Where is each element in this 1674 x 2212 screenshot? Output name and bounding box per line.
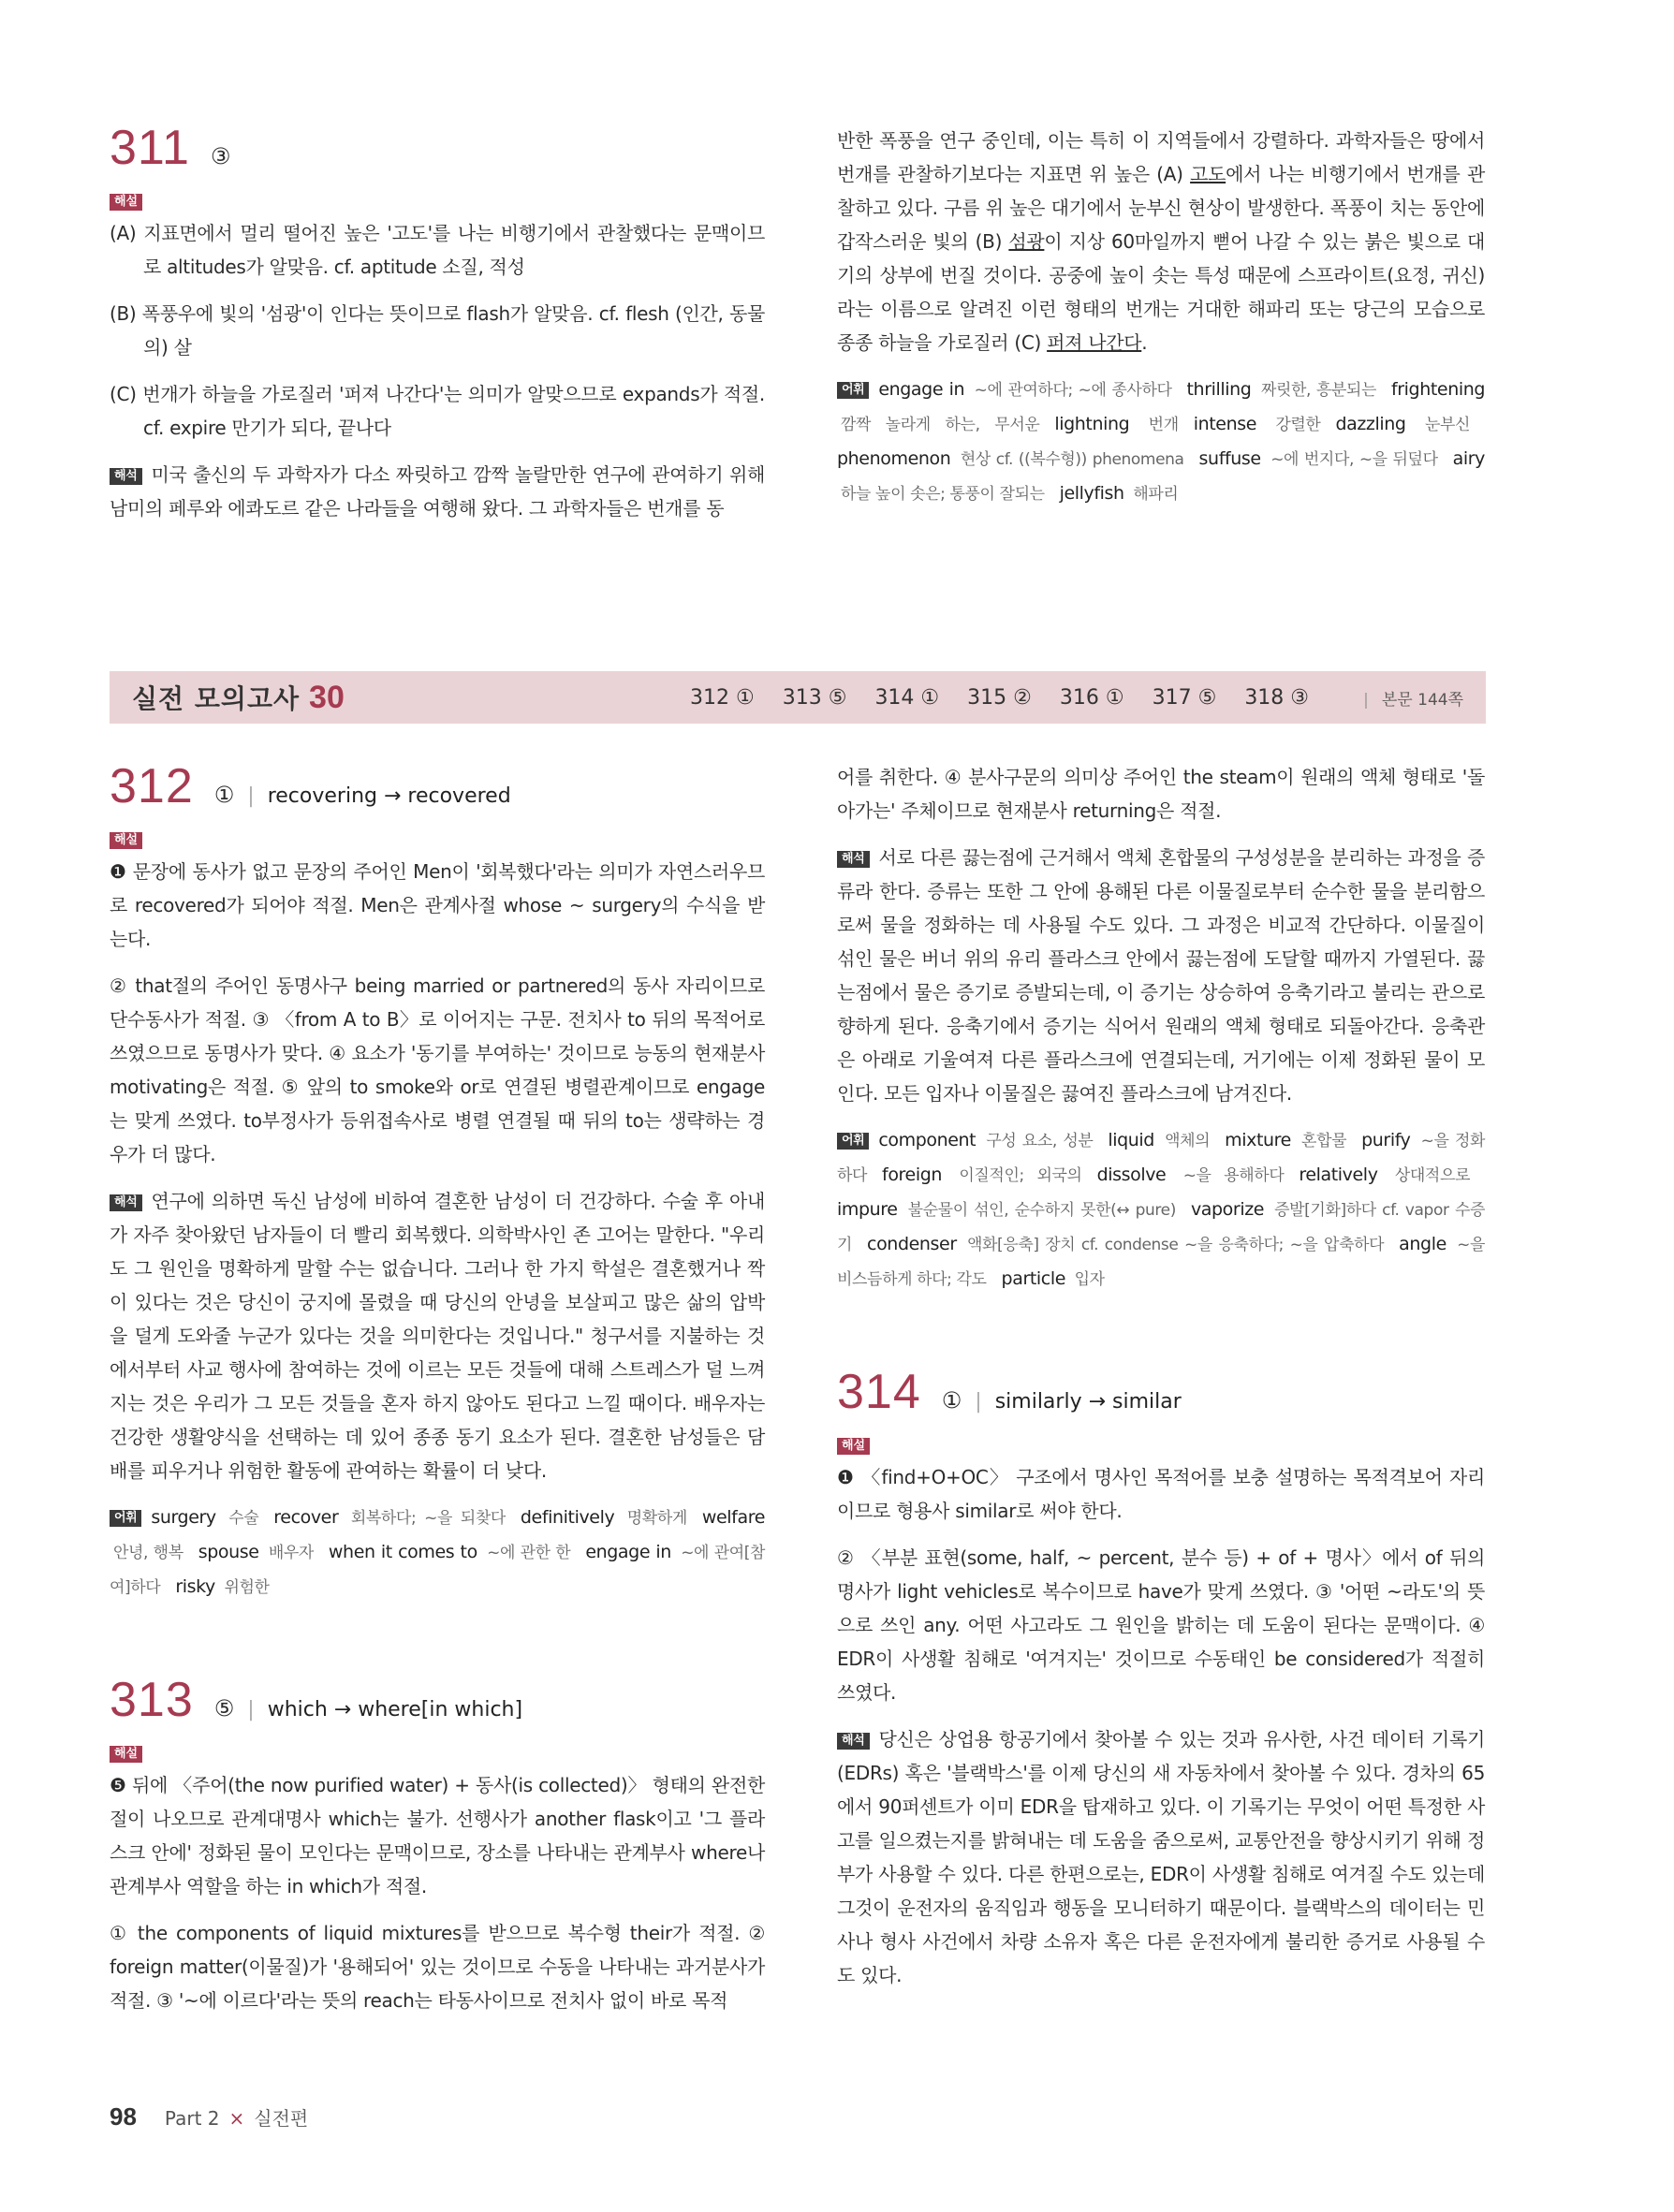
q311-translation-cont: 반한 폭풍을 연구 중인데, 이는 특히 이 지역들에서 강렬하다. 과학자들은 땅에서 번개를 관찰하기보다는 지표면 위 높은 (A) 고도에서 나는 비행기에서 번개를 관찰하고 있다. 구름 위 높은 대기에서 눈부신 현상이 발생한다. 폭풍이 치는 동안에 갑작스러운 빛의 (B) 섬광이 지상 60마일까지 뻗어 나갈 수 있는 붉은 빛으로 대기의 상부에 번질 것이다. 공중에 높이 솟는 특성 때문에 스프라이트(요정, 귀신)라는 이름으로 알려진 이런 형태의 번개는 거대한 해파리 또는 당근의 모습으로 종종 하늘을 가로질러 (C) 퍼져 나간다. <box>837 129 1485 354</box>
separator: × <box>228 2107 245 2130</box>
vocab-meaning: 불순물이 섞인, 순수하지 못한(↔ pure) <box>907 1201 1176 1220</box>
question-number: 314 <box>837 1365 921 1419</box>
question-number: 311 <box>110 121 190 175</box>
q312-vocab <box>110 1501 765 1604</box>
q314-explanation-1: ❶ 〈find+O+OC〉 구조에서 명사인 목적어를 보충 설명하는 목적격보어 자리이므로 형용사 similar로 써야 한다. <box>837 1466 1485 1522</box>
q313-explanation-2-cont: 어를 취한다. ④ 분사구문의 의미상 주어인 the steam이 원래의 액체 형태로 '돌아가는' 주체이므로 현재분사 returning은 적절. <box>837 766 1485 822</box>
vocab-meaning: 해파리 <box>1133 485 1179 504</box>
banner-title: 실전 모의고사 <box>132 683 301 714</box>
vocab-meaning: 하늘 높이 솟은; 통풍이 잘되는 <box>841 485 1045 504</box>
vocab-meaning: 위험한 <box>224 1578 270 1597</box>
answer-key-item: 315 ② <box>967 685 1032 710</box>
vocab-meaning: 입자 <box>1074 1270 1105 1289</box>
q311-explanation-a: (A) 지표면에서 멀리 떨어진 높은 '고도'를 나는 비행기에서 관찰했다는 문맥이므로 altitudes가 알맞음. cf. aptitude 소질, 적성 <box>110 222 765 278</box>
question-number: 313 <box>110 1673 194 1727</box>
answer-key-item: 318 ③ <box>1244 685 1310 710</box>
vocab-tag: 어휘 <box>837 1133 869 1150</box>
vocab-term: lightning <box>1054 414 1130 434</box>
vocab-meaning: ~에 관여[참여]하다 <box>110 1544 766 1597</box>
vocab-meaning: 액화[응축] 장치 cf. condense ~을 응축하다; ~을 압축하다 <box>967 1236 1385 1254</box>
translation-tag: 해석 <box>837 851 870 868</box>
q312-explanation-1: ❶ 문장에 동사가 없고 문장의 주어인 Men이 '회복했다'라는 의미가 자연스러우므로 recovered가 되어야 적절. Men은 관계사절 whose ~ surgery의 수식을 받는다. <box>110 860 765 950</box>
vocab-meaning: 현상 cf. ((복수형)) phenomena <box>960 450 1184 469</box>
vocab-meaning: ~을 정화하다 <box>837 1132 1485 1185</box>
vocab-meaning: 혼합물 <box>1301 1132 1347 1150</box>
correction: recovering → recovered <box>267 784 511 808</box>
q313-vocab <box>837 1123 1485 1296</box>
vocab-term: impure <box>837 1199 898 1220</box>
vocab-term: definitively <box>520 1507 615 1528</box>
q312-explanation-2: ② that절의 주어인 동명사구 being married or partnered의 동사 자리이므로 단수동사가 적절. ③ 〈from A to B〉로 이어지는 구문. 전치사 to 뒤의 목적어로 쓰였으므로 동명사가 맞다. ④ 요소가 '동기를 부여하는' 것이므로 능동의 현재분사 motivating은 적절. ⑤ 앞의 to smoke와 or로 연결된 병렬관계이므로 engage는 맞게 쓰였다. to부정사가 등위접속사로 병렬 연결될 때 뒤의 to는 생략하는 경우가 더 많다. <box>110 974 765 1165</box>
vocab-term: angle <box>1399 1234 1446 1254</box>
vocab-meaning: 안녕, 행복 <box>113 1544 184 1562</box>
vocab-meaning: 이질적인; 외국의 <box>959 1166 1082 1185</box>
q311-vocab <box>837 373 1485 511</box>
vocab-term: engage in <box>878 379 965 400</box>
vocab-term: phenomenon <box>837 448 951 469</box>
page-footer <box>110 2102 308 2131</box>
q314-explanation-2: ② 〈부분 표현(some, half, ~ percent, 분수 등) + of + 명사〉에서 of 뒤의 명사가 light vehicles로 복수이므로 have가 맞게 쓰였다. ③ '어떤 ~라도'의 뜻으로 쓰인 any. 어떤 사고라도 그 원인을 밝히는 데 도움이 된다는 문맥이다. ④ EDR이 사생활 침해로 '여겨지는' 것이므로 수동태인 be considered가 적절히 쓰였다. <box>837 1546 1485 1704</box>
page-number: 98 <box>110 2102 137 2131</box>
vocab-term: recover <box>273 1507 339 1528</box>
answer-mark: ① <box>941 1387 962 1414</box>
vocab-meaning: 명확하게 <box>626 1509 687 1528</box>
q311-explanation-c: (C) 번개가 하늘을 가로질러 '퍼져 나간다'는 의미가 알맞으므로 expands가 적절. cf. expire 만기가 되다, 끝나다 <box>110 383 765 439</box>
vocab-meaning: 증발[기화]하다 cf. vapor 수증기 <box>837 1201 1485 1254</box>
vocab-term: risky <box>175 1576 215 1597</box>
banner-number: 30 <box>309 679 345 715</box>
answer-key <box>690 686 1337 710</box>
q313-translation: 해석 서로 다른 끓는점에 근거해서 액체 혼합물의 구성성분을 분리하는 과정을 증류라 한다. 증류는 또한 그 안에 용해된 다른 이물질로부터 순수한 물을 분리함으로써 물을 정화하는 데 사용될 수도 있다. 그 과정은 비교적 간단하다. 이물질이 섞인 물은 버너 위의 유리 플라스크 안에서 끓는점에 도달할 때까지 가열된다. 끓는점에서 물은 증기로 증발되는데, 이 증기는 상승하여 응축기라고 불리는 관으로 향하게 된다. 응축기에서 증기는 식어서 원래의 액체 형태로 되돌아간다. 응축관은 아래로 기울여져 다른 플라스크에 연결되는데, 거기에는 이제 정화된 물이 모인다. 모든 입자나 이물질은 끓여진 플라스크에 남겨진다. <box>837 846 1485 1105</box>
q311-translation: 해석 미국 출신의 두 과학자가 다소 짜릿하고 깜짝 놀랄만한 연구에 관여하기 위해 남미의 페루와 에콰도르 같은 나라들을 여행해 왔다. 그 과학자들은 번개를 동 <box>110 463 765 520</box>
vocab-meaning: 액체의 <box>1165 1132 1211 1150</box>
vocab-term: spouse <box>198 1542 259 1562</box>
vocab-term: engage in <box>585 1542 671 1562</box>
correction: similarly → similar <box>994 1390 1182 1414</box>
vocab-term: dazzling <box>1335 414 1406 434</box>
solution-tag: 해설 <box>110 1746 142 1763</box>
vocab-meaning: 수술 <box>228 1509 259 1528</box>
vocab-term: component <box>878 1130 976 1150</box>
q312-header: 312 ① | recovering → recovered <box>110 759 511 813</box>
solution-tag: 해설 <box>110 194 142 211</box>
vocab-meaning: 배우자 <box>268 1544 314 1562</box>
vocab-meaning: 강렬한 <box>1275 416 1321 434</box>
vocab-term: particle <box>1001 1268 1066 1289</box>
correction: which → where[in which] <box>267 1698 523 1721</box>
q312-section <box>110 760 765 2030</box>
answer-key-item: 312 ① <box>690 685 755 710</box>
page-reference: | 본문 144쪽 <box>1363 690 1463 710</box>
vocab-tag: 어휘 <box>110 1510 141 1527</box>
answer-mark: ③ <box>210 143 231 169</box>
vocab-meaning: ~에 관한 한 <box>487 1544 571 1562</box>
vocab-term: welfare <box>701 1507 765 1528</box>
q311-left <box>110 122 765 538</box>
vocab-term: purify <box>1361 1130 1411 1150</box>
q313-explanation-2: ① the components of liquid mixtures를 받으므로 복수형 their가 적절. ② foreign matter(이물질)가 '용해되어' 있는 것이므로 수동을 나타내는 과거분사가 적절. ③ '~에 이르다'라는 뜻의 reach는 타동사이므로 전치사 없이 바로 목적 <box>110 1922 765 2012</box>
vocab-meaning: 깜짝 놀라게 하는, 무서운 <box>841 416 1040 434</box>
test-banner <box>110 671 1486 724</box>
answer-key-item: 317 ⑤ <box>1152 685 1217 710</box>
vocab-term: jellyfish <box>1059 483 1124 504</box>
vocab-meaning: ~을 비스듬하게 하다; 각도 <box>837 1236 1486 1289</box>
part-label: Part 2 <box>164 2107 220 2130</box>
answer-mark: ⑤ <box>213 1695 235 1721</box>
answer-key-item: 313 ⑤ <box>782 685 847 710</box>
vocab-tag: 어휘 <box>837 382 869 399</box>
q313-q314-section <box>837 760 1485 2005</box>
vocab-term: intense <box>1193 414 1257 434</box>
q311-header <box>110 122 765 174</box>
vocab-meaning: ~에 번지다, ~을 뒤덮다 <box>1270 450 1438 469</box>
vocab-term: thrilling <box>1186 379 1252 400</box>
vocab-term: relatively <box>1299 1165 1378 1185</box>
vocab-term: liquid <box>1108 1130 1154 1150</box>
vocab-term: when it comes to <box>328 1542 477 1562</box>
answer-key-item: 314 ① <box>874 685 940 710</box>
section-label: 실전편 <box>254 2107 309 2130</box>
vocab-term: suffuse <box>1198 448 1261 469</box>
vocab-term: dissolve <box>1096 1165 1167 1185</box>
vocab-meaning: ~에 관여하다; ~에 종사하다 <box>974 381 1172 400</box>
vocab-meaning: 번개 <box>1148 416 1179 434</box>
q312-translation: 해석 연구에 의하면 독신 남성에 비하여 결혼한 남성이 더 건강하다. 수술 후 아내가 자주 찾아왔던 남자들이 더 빨리 회복했다. 의학박사인 존 고어는 말한다. "우리도 그 원인을 명확하게 말할 수는 없습니다. 그러나 한 가지 학설은 결혼했거나 짝이 있다는 것은 당신이 궁지에 몰렸을 때 당신의 안녕을 보살피고 많은 삶의 압박을 덜게 도와줄 누군가 있다는 것을 의미한다는 것입니다." 청구서를 지불하는 것에서부터 사교 행사에 참여하는 것에 이르는 모든 것들에 대해 스트레스가 덜 느껴지는 것은 우리가 그 모든 것들을 혼자 하지 않아도 된다고 느낄 때이다. 배우자는 건강한 생활양식을 선택하는 데 있어 종종 동기 요소가 된다. 결혼한 남성들은 담배를 피우거나 위험한 활동에 관여하는 확률이 더 낮다. <box>110 1190 765 1482</box>
solution-tag: 해설 <box>837 1438 870 1455</box>
vocab-term: vaporize <box>1190 1199 1265 1220</box>
q314-header: 314 ① | similarly → similar <box>837 1365 1182 1419</box>
vocab-term: condenser <box>867 1234 957 1254</box>
vocab-term: frightening <box>1390 379 1486 400</box>
vocab-meaning: ~을 용해하다 <box>1182 1166 1285 1185</box>
vocab-meaning: 눈부신 <box>1424 416 1471 434</box>
translation-tag: 해석 <box>110 468 142 485</box>
vocab-meaning: 구성 요소, 성분 <box>986 1132 1094 1150</box>
vocab-term: surgery <box>151 1507 216 1528</box>
vocab-meaning: 상대적으로 <box>1394 1166 1471 1185</box>
q313-explanation-1: ❺ 뒤에 〈주어(the now purified water) + 동사(is collected)〉 형태의 완전한 절이 나오므로 관계대명사 which는 불가. 선행사가 another flask이고 '그 플라스크 안에' 정화된 물이 모인다는 문맥이므로, 장소를 나타내는 관계부사 where나 관계부사 역할을 하는 in which가 적절. <box>110 1774 765 1897</box>
question-number: 312 <box>110 759 194 813</box>
q311-explanation-b: (B) 폭풍우에 빛의 '섬광'이 인다는 뜻이므로 flash가 알맞음. cf. flesh (인간, 동물의) 살 <box>110 302 765 359</box>
q314-translation: 해석 당신은 상업용 항공기에서 찾아볼 수 있는 것과 유사한, 사건 데이터 기록기(EDRs) 혹은 '블랙박스'를 이제 당신의 새 자동차에서 찾아볼 수 있다. 경차의 65에서 90퍼센트가 이미 EDR을 탑재하고 있다. 이 기록기는 무엇이 어떤 특정한 사고를 일으켰는지를 밝혀내는 데 도움을 줌으로써, 교통안전을 향상시키기 위해 정부가 사용할 수 있다. 다른 한편으로는, EDR이 사생활 침해로 여겨질 수도 있는데 그것이 운전자의 움직임과 행동을 모니터하기 때문이다. 블랙박스의 데이터는 민사나 형사 사건에서 차량 소유자 혹은 다른 운전자에게 불리한 증거로 사용될 수도 있다. <box>837 1728 1485 1986</box>
solution-tag: 해설 <box>110 832 142 849</box>
vocab-term: mixture <box>1225 1130 1291 1150</box>
vocab-term: foreign <box>882 1165 943 1185</box>
answer-key-item: 316 ① <box>1059 685 1124 710</box>
vocab-meaning: 회복하다; ~을 되찾다 <box>350 1509 506 1528</box>
translation-tag: 해석 <box>837 1733 870 1750</box>
translation-tag: 해석 <box>110 1194 142 1211</box>
vocab-term: airy <box>1452 448 1485 469</box>
q313-header: 313 ⑤ | which → where[in which] <box>110 1673 523 1727</box>
answer-mark: ① <box>213 782 235 808</box>
q311-right <box>837 124 1485 524</box>
vocab-meaning: 짜릿한, 흥분되는 <box>1260 381 1376 400</box>
